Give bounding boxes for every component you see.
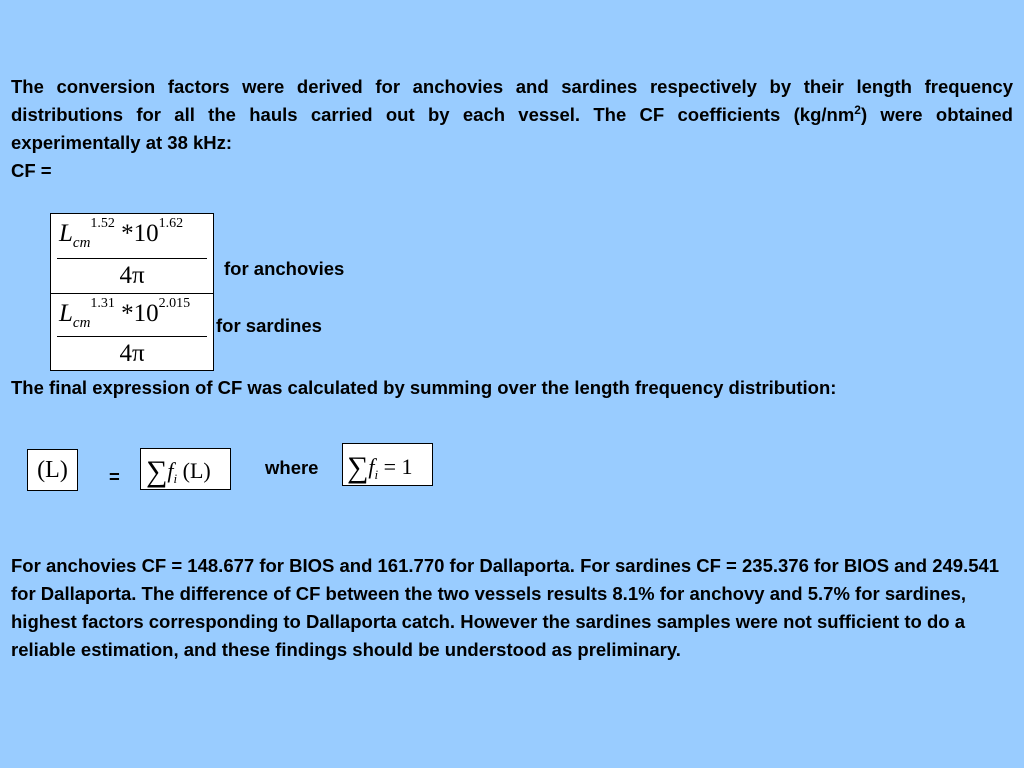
anchovies-formula: [51, 214, 213, 292]
results-paragraph: For anchovies CF = 148.677 for BIOS and 161.770 for Dallaporta. For sardines CF = 235.376 for BIOS and 249.541 for Dallaporta. The difference of CF between the two vessels results 8.1% for anchovy and 5.7% for sardines, highest factors corresponding to Dallaporta catch. However the sardines samples were not sufficient to do a reliable estimation, and these findings should be understood as preliminary.: [11, 555, 1000, 660]
sardines-fraction-bar: [57, 336, 207, 337]
intro-paragraph: [11, 73, 1013, 157]
anchovies-denominator: 4π: [119, 262, 145, 289]
intro-text-after: ) were obtained experimentally at 38 kHz:: [11, 104, 1013, 153]
sardines-label: for sardines: [216, 315, 322, 336]
sardines-formula: [51, 294, 213, 372]
intro-superscript: 2: [854, 103, 861, 117]
anchovies-fraction-bar: [57, 258, 207, 259]
sigma-symbol-condition: ∑: [347, 451, 369, 484]
condition-box: $\sum f_i = 1$: [342, 443, 433, 486]
anchovies-numerator: $L_{cm}^{1.52}$ $*10^{1.62}$: [59, 216, 184, 251]
sardines-numerator: $L_{cm}^{1.31}$ $*10^{2.015}$: [59, 296, 191, 331]
where-label: where: [265, 457, 319, 478]
lhs-box: [27, 449, 78, 491]
anchovies-label: for anchovies: [224, 258, 345, 279]
lhs-expression: (L): [37, 457, 68, 483]
sum-box: $\sum f_i$ (L): [140, 448, 231, 490]
sigma-symbol: ∑: [146, 455, 168, 488]
equals-sign: =: [109, 466, 120, 487]
sardines-denominator: 4π: [119, 340, 145, 367]
cf-formula-box: [50, 213, 214, 371]
cf-label: CF =: [11, 160, 52, 181]
intro-text: The conversion factors were derived for anchovies and sardines respectively by their length frequency distributions for all the hauls carried out by each vessel. The CF coefficients (kg/nm: [11, 76, 1013, 125]
final-expression-text: The final expression of CF was calculated by summing over the length frequency distribution:: [11, 377, 837, 398]
